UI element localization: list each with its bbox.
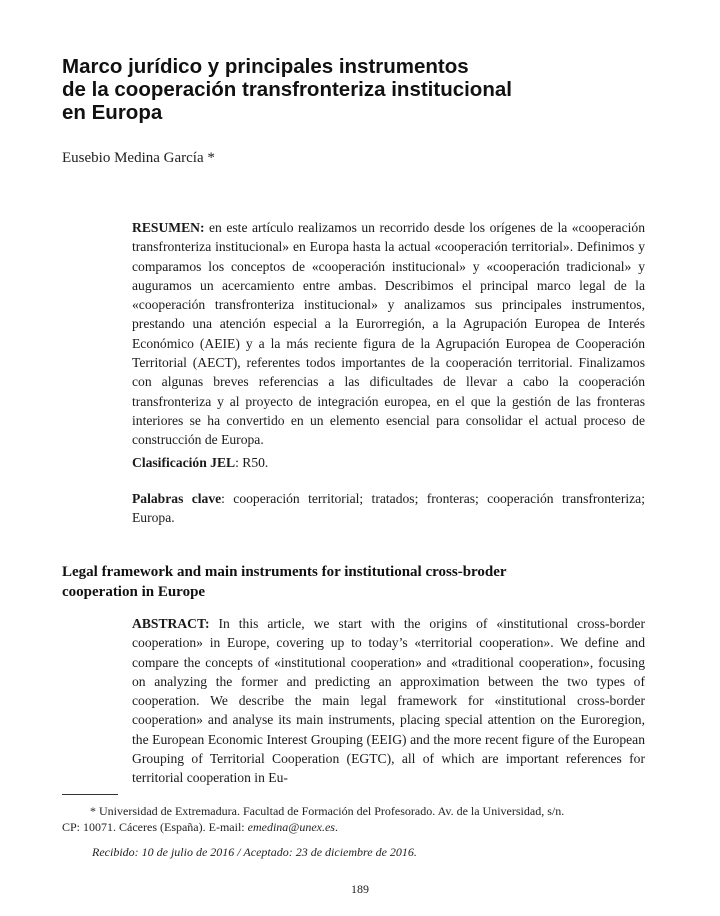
english-title-line: Legal framework and main instruments for institutional cross-broder [62, 564, 507, 580]
spanish-abstract [132, 218, 645, 450]
english-abstract [132, 614, 645, 787]
jel-text: : R50. [235, 455, 269, 470]
article-title-line: Marco jurídico y principales instrumentos [62, 55, 469, 78]
footnote-affiliation: Universidad de Extremadura. Facultad de Formación del Profesorado. Av. de la Universidad, s/n. [96, 804, 565, 818]
footnote-divider [62, 794, 118, 795]
jel-classification [132, 453, 645, 472]
article-title [62, 55, 662, 124]
footnote-line-2 [62, 819, 646, 835]
article-title-line: en Europa [62, 101, 163, 124]
author-email-link[interactable]: emedina@unex.es [247, 820, 335, 834]
jel-label: Clasificación JEL [132, 455, 236, 470]
abstract-label: ABSTRACT: [132, 616, 210, 631]
keywords-text: : cooperación territorial; tratados; fronteras; cooperación transfronteriza; Europa. [132, 491, 645, 526]
footnote-period: . [334, 820, 338, 834]
received-accepted-dates: Recibido: 10 de julio de 2016 / Aceptado: 23 de diciembre de 2016. [92, 845, 417, 859]
abstract-text: In this article, we start with the origins of «institutional cross-border cooperation» in Europe, covering up to today’s «territorial cooperation». We define and compare the concepts of «institutional cooperation» and «traditional cooperation», focusing on analyzing the former and predicting an approximation between the two types of cooperation. We describe the main legal framework for «institutional cross-border cooperation» and analyse its main instruments, placing special attention on the Euroregion, the European Economic Interest Grouping (EEIG) and the more recent figure of the European Grouping of Territorial Cooperation (EGTC), all of which are important references for territorial cooperation in Eu- [132, 616, 645, 786]
footnote-line-1 [62, 803, 646, 819]
english-title-line: cooperation in Europe [62, 584, 206, 600]
author-name: Eusebio Medina García * [62, 150, 215, 166]
footnote-address: CP: 10071. Cáceres (España). E-mail: [62, 820, 248, 834]
spanish-keywords [132, 489, 645, 528]
article-title-line: de la cooperación transfronteriza institucional [62, 78, 512, 101]
footnote-marker: * [90, 804, 96, 818]
page-number: 189 [351, 882, 369, 896]
resumen-label: RESUMEN: [132, 220, 205, 235]
author-affiliation-footnote [62, 803, 646, 835]
resumen-text: en este artículo realizamos un recorrido desde los orígenes de la «cooperación transfronteriza institucional» en Europa hasta la actual «cooperación territorial». Definimos y comparamos los conceptos de «cooperación institucional» y «cooperación tradicional» y auguramos un acercamiento entre ambas. Describimos el principal marco legal de la «cooperación transfronteriza institucional» y analizamos sus principales instrumentos, prestando una atención especial a la Eurorregión, a la Agrupación Europea de Interés Económico (AEIE) y a la más reciente figura de la Agrupación Europea de Cooperación Territorial (AECT), referentes todos importantes de la cooperación territorial. Finalizamos con algunas breves referencias a las dificultades de llevar a cabo la cooperación transfronteriza y al proyecto de integración europea, en el que la gestión de las fronteras interiores se ha convertido en un elemento esencial para consolidar el actual proceso de construcción de Europa. [132, 220, 645, 448]
keywords-label: Palabras clave [132, 491, 222, 506]
english-title [62, 562, 662, 602]
